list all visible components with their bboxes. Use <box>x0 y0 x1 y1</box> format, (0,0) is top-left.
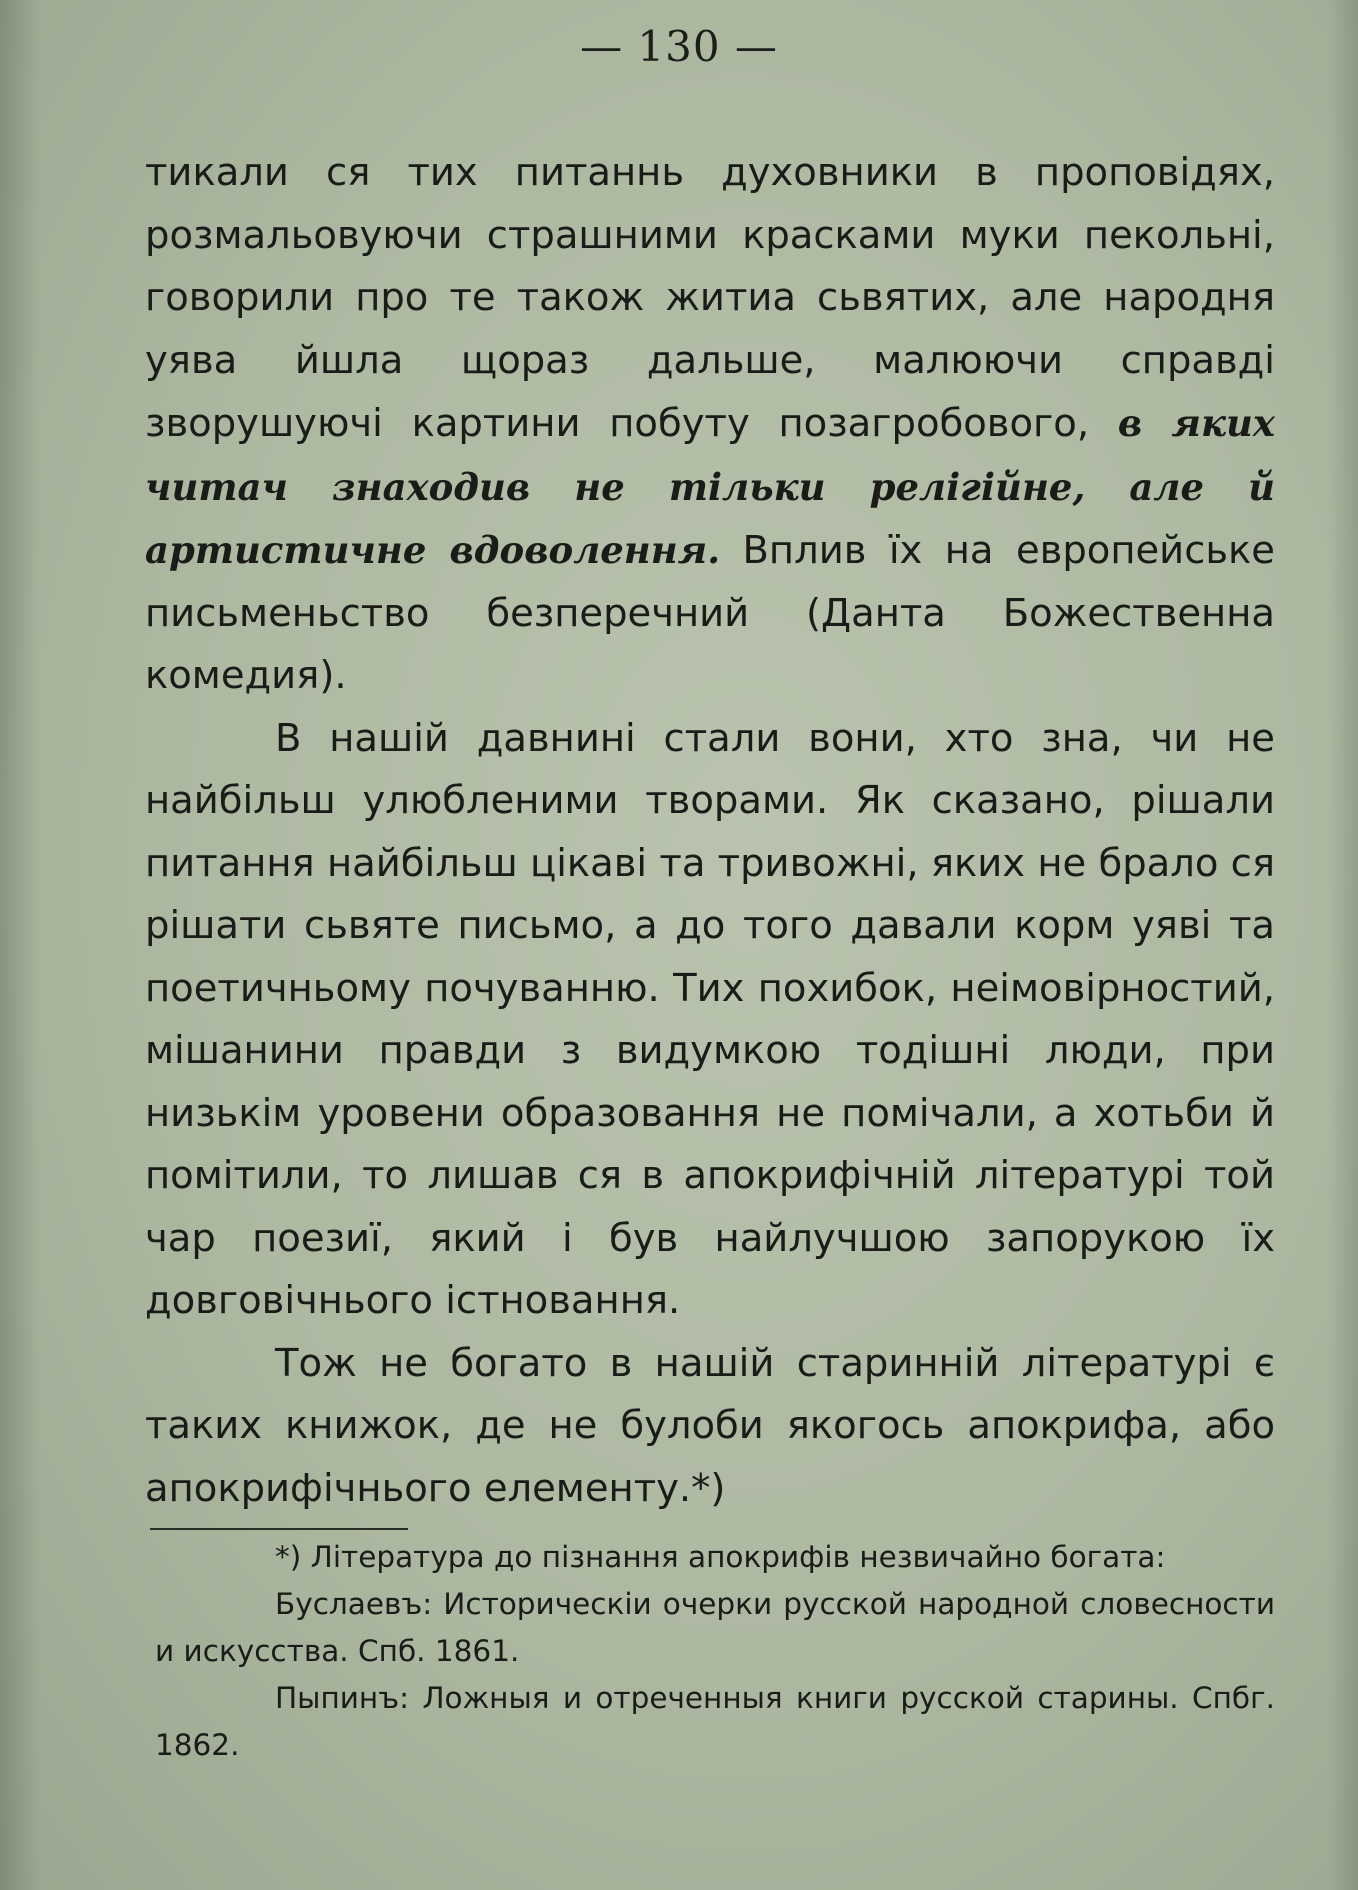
main-text <box>145 142 1275 1520</box>
paragraph-1-text: тикали ся тих питаннь духовники в проповідях, розмальовуючи страшними красками муки пекольні, говорили про те також житиа сьвятих, але народня уява йшла щораз дальше, малюючи справді зворушуючі картини побуту позагробового, <box>145 150 1275 446</box>
footnote-reference-buslaev: Буслаевъ: Историческіи очерки русской народной словесности и искусства. Спб. 1861. <box>155 1587 1275 1668</box>
footnote-intro: *) Література до пізнання апокрифів незвичайно богата: <box>275 1540 1166 1574</box>
paragraph-1-emphasis: в яких читач знаходив не тільки релігійне, але й артистичне вдоволення. <box>145 401 1275 572</box>
paragraph-1 <box>145 142 1275 708</box>
footnote-reference-pypin: Пыпинъ: Ложныя и отреченныя книги русской старины. Спбг. 1862. <box>155 1681 1275 1762</box>
paragraph-1-text-end: Вплив їх на европейське письменьство безперечний (Данта Божественна комедия). <box>145 528 1275 698</box>
page-edge-shadow-right <box>1328 0 1358 1890</box>
page-edge-shadow <box>0 0 40 1890</box>
footnote-divider <box>150 1528 408 1530</box>
paragraph-2: В нашій давнині стали вони, хто зна, чи не найбільш улюбленими творами. Як сказано, рішали питання найбільш цікаві та тривожні, яких не брало ся рішати сьвяте письмо, а до того давали корм уяві та поетичньому почуванню. Тих похибок, неімовірностий, мішанини правди з видумкою тодішні люди, при низькім уровени образовання не помічали, а хотьби й помітили, то лишав ся в апокрифічній літературі той чар поезиї, який і був найлучшою запорукою їх довговічнього істновання. <box>145 715 1275 1323</box>
footnotes <box>155 1534 1275 1769</box>
paragraph-3: Тож не богато в нашій старинній літературі є таких книжок, де не булоби якогось апокрифа, або апокрифічнього елементу.*) <box>145 1340 1275 1511</box>
page-number: — 130 — <box>580 22 778 71</box>
